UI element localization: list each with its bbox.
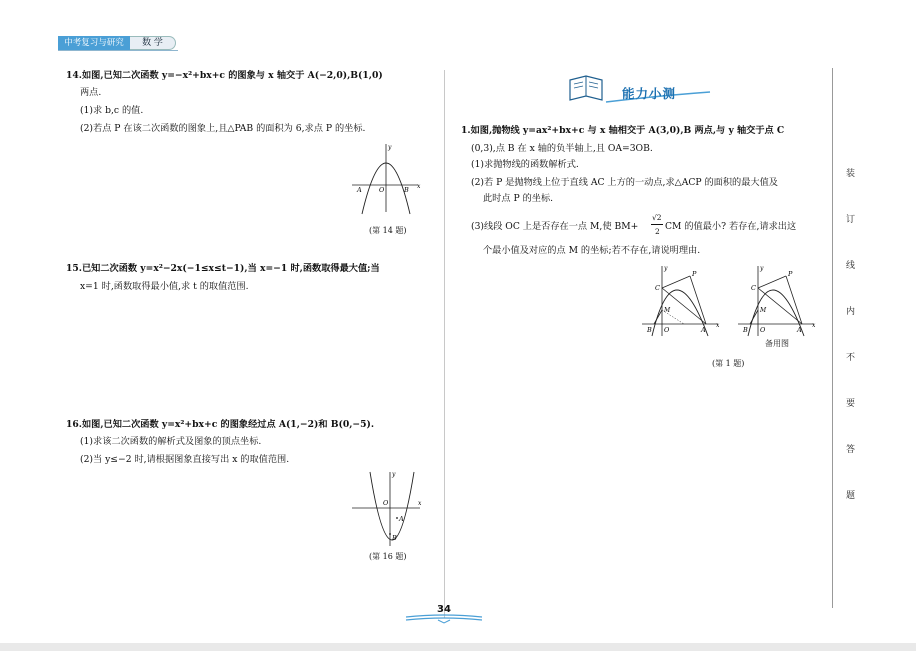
q1s-label-b: B: [743, 326, 748, 334]
q14-label-a: A: [357, 186, 362, 194]
q14-part1: (1)求 b,c 的值.: [80, 105, 144, 116]
q16-label-y: y: [392, 471, 396, 478]
q1s-label-o: O: [760, 326, 766, 334]
q1-label-o: O: [664, 326, 670, 334]
q15-line1: 15.已知二次函数 y=x²−2x(−1≤x≤t−1),当 x=−1 时,函数取得最大值;当: [66, 263, 380, 274]
q16-part1: (1)求该二次函数的解析式及图象的顶点坐标.: [80, 436, 262, 447]
q16-label-a: A: [399, 515, 404, 523]
q1s-label-m: M: [760, 307, 767, 314]
q1-label-y: y: [664, 265, 668, 272]
q1-label-c: C: [655, 284, 660, 292]
q14-line1: 14.如图,已知二次函数 y=−x²+bx+c 的图象与 x 轴交于 A(−2,0),B(1,0): [66, 70, 383, 81]
q1s-label-c: C: [751, 284, 756, 292]
q14-label-o: O: [379, 186, 385, 194]
q1-figure-spare: [736, 262, 818, 338]
column-divider: [444, 70, 445, 618]
side-char-6: 要: [846, 399, 856, 409]
page-ornament: [404, 614, 484, 624]
q1-frac-bar: [651, 224, 663, 225]
page-number: 34: [437, 604, 451, 615]
q1-frac-num: √2: [652, 213, 662, 222]
side-char-8: 题: [846, 491, 856, 501]
q15-line2: x=1 时,函数取得最小值,求 t 的取值范围.: [80, 281, 249, 292]
q16-caption: (第 16 题): [369, 552, 407, 561]
q1-label-m: M: [664, 307, 671, 314]
q14-line2: 两点.: [80, 87, 102, 98]
q1-label-b: B: [647, 326, 652, 334]
q1s-label-y: y: [760, 265, 764, 272]
q16-figure: [350, 468, 426, 548]
side-char-2: 订: [846, 215, 856, 225]
header-underline: [58, 50, 178, 51]
q1-part1: (1)求抛物线的函数解析式.: [471, 159, 579, 170]
q1-line1: 1.如图,抛物线 y=ax²+bx+c 与 x 轴相交于 A(3,0),B 两点,与 y 轴交于点 C: [461, 125, 785, 136]
q1-line2: (0,3),点 B 在 x 轴的负半轴上,且 OA=3OB.: [471, 143, 653, 154]
side-char-1: 装: [846, 169, 856, 179]
q14-label-x: x: [417, 183, 421, 190]
q1-spare-label: 备用图: [765, 339, 789, 348]
q1-label-x: x: [716, 322, 720, 329]
q1-frac-den: 2: [655, 227, 660, 236]
side-char-3: 线: [846, 261, 856, 271]
q14-figure: [348, 140, 424, 216]
q14-label-y: y: [388, 144, 392, 151]
binding-line: [832, 68, 833, 608]
q14-part2: (2)若点 P 在该二次函数的图象上,且△PAB 的面积为 6,求点 P 的坐标.: [80, 123, 366, 134]
q16-label-b: B: [392, 534, 397, 542]
q1s-label-p: P: [788, 270, 793, 278]
subject-tab: 数 学: [130, 36, 176, 50]
side-char-7: 答: [846, 445, 856, 455]
q16-part2: (2)当 y≤−2 时,请根据图象直接写出 x 的取值范围.: [80, 454, 290, 465]
q1-caption: (第 1 题): [712, 359, 745, 368]
q14-label-b: B: [404, 186, 409, 194]
q1s-label-a: A: [797, 326, 802, 334]
q16-label-o: O: [383, 499, 389, 507]
q16-line1: 16.如图,已知二次函数 y=x²+bx+c 的图象经过点 A(1,−2)和 B(0,−5).: [66, 419, 375, 430]
side-char-4: 内: [846, 307, 856, 317]
q1-part3-cont: 个最小值及对应的点 M 的坐标;若不存在,请说明理由.: [483, 245, 701, 256]
q1s-label-x: x: [812, 322, 816, 329]
q1-part2: (2)若 P 是抛物线上位于直线 AC 上方的一动点,求△ACP 的面积的最大值及: [471, 177, 778, 188]
series-tab: 中考复习与研究: [58, 36, 130, 50]
side-char-5: 不: [846, 353, 856, 363]
footer-bar: [0, 643, 916, 651]
q1-part3-b: CM 的值最小? 若存在,请求出这: [665, 221, 797, 232]
q1-label-p: P: [692, 270, 697, 278]
q1-part2-cont: 此时点 P 的坐标.: [483, 193, 554, 204]
q1-part3-a: (3)线段 OC 上是否存在一点 M,使 BM+: [471, 221, 639, 232]
section-title: 能力小测: [622, 86, 677, 101]
q1-label-a: A: [701, 326, 706, 334]
q14-caption: (第 14 题): [369, 226, 407, 235]
q1-figure-main: [640, 262, 722, 338]
q16-label-x: x: [418, 500, 422, 507]
q16-parabola: [370, 472, 414, 540]
